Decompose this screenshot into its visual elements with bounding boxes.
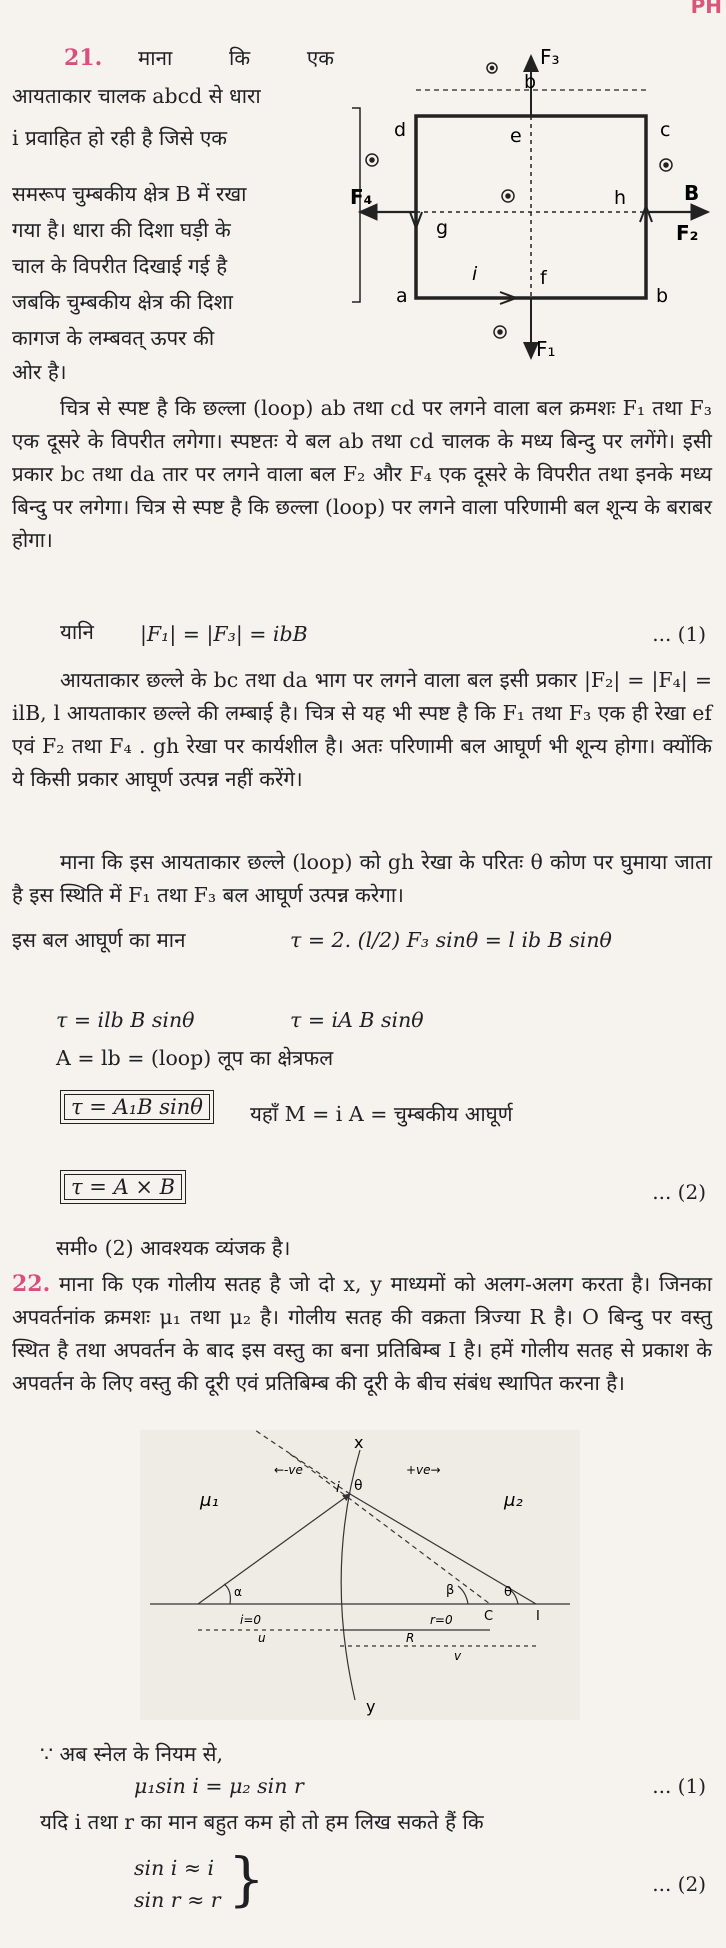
q21-number: 21. [64, 45, 103, 71]
label-F4: F₄ [350, 185, 373, 209]
refraction-diagram [140, 1430, 580, 1720]
label-u: u [258, 1631, 266, 1645]
boxed-eq-2: τ = A × B [60, 1170, 186, 1204]
small-angle-line: यदि i तथा r का मान बहुत कम हो तो हम लिख सकते हैं कि [40, 1810, 484, 1834]
label-i: i [336, 1480, 340, 1496]
q22-para [12, 1268, 712, 1400]
eq1-number: ... (1) [652, 622, 706, 646]
label-i: i [472, 263, 478, 285]
label-C: C [484, 1609, 494, 1624]
box1-note: यहाँ M = i A = चुम्बकीय आघूर्ण [250, 1102, 513, 1126]
label-R: R [406, 1631, 415, 1645]
q21-line-4: समरूप चुम्बकीय क्षेत्र B में रखा [12, 182, 247, 206]
q21-line-3: i प्रवाहित हो रही है जिसे एक [12, 126, 228, 150]
q21-para-3: माना कि इस आयताकार छल्ले (loop) को gh रेखा के परितः θ कोण पर घुमाया जाता है इस स्थिति में F₁ तथा F₃ बल आघूर्ण उत्पन्न करेगा। [12, 850, 712, 907]
label-F3: F₃ [540, 45, 560, 69]
q22-para-text: माना कि एक गोलीय सतह है जो दो x, y माध्यमों को अलग-अलग करता है। जिनका अपवर्तनांक क्रमशः μ₁ तथा μ₂ है। गोलीय सतह की वक्रता त्रिज्या R है। O बिन्दु पर वस्तु स्थित है तथा अपवर्तन के बाद इस वस्तु का बना प्रतिबिम्ब I है। हमें गोलीय सतह से प्रकाश के अपवर्तन के लिए वस्तु की दूरी एवं प्रतिबिम्ब की दूरी के बीच संबंध स्थापित करना है। [12, 1272, 712, 1395]
approx-brace: } [228, 1845, 265, 1913]
label-b-top: b [524, 71, 537, 93]
eq1: |F₁| = |F₃| = ibB [140, 622, 308, 646]
label-a: a [396, 285, 408, 307]
q21-line-6: चाल के विपरीत दिखाई गई है [12, 254, 228, 278]
eq1-label: यानि [60, 620, 94, 644]
label-f: f [540, 267, 547, 289]
approx-1: sin i ≈ i [134, 1856, 215, 1880]
torque-label: इस बल आघूर्ण का मान [12, 928, 186, 952]
label-e: e [510, 125, 522, 147]
eq2-number: ... (2) [652, 1180, 706, 1204]
q21-line-2: आयताकार चालक abcd से धारा [12, 84, 261, 108]
label-alpha: α [234, 1585, 242, 1599]
label-I: I [536, 1609, 540, 1624]
label-F2: F₂ [676, 221, 699, 245]
snell-intro: ∵ अब स्नेल के नियम से, [40, 1742, 224, 1766]
label-mu2: μ₂ [504, 1490, 523, 1511]
snell-eq-number: ... (1) [652, 1774, 706, 1798]
label-c: c [660, 119, 671, 141]
eq-a: τ = ilb B sinθ [56, 1008, 195, 1032]
label-b: b [656, 285, 669, 307]
label-d: d [394, 119, 407, 141]
page-corner-label: PH [690, 0, 722, 18]
label-beta: β [446, 1583, 455, 1598]
area-line: A = lb = (loop) लूप का क्षेत्रफल [56, 1046, 334, 1070]
label-x: x [354, 1433, 364, 1452]
label-mu1: μ₁ [200, 1490, 219, 1511]
approx-number: ... (2) [652, 1872, 706, 1896]
snell-eq: μ₁sin i = μ₂ sin r [134, 1774, 304, 1798]
eq-b: τ = iA B sinθ [290, 1008, 424, 1032]
label-h: h [614, 187, 627, 209]
q21-line-1: माना कि एक [138, 46, 334, 70]
label-v: v [454, 1649, 462, 1663]
label-g: g [436, 217, 449, 239]
label-B: B [684, 181, 700, 205]
torque-eq: τ = 2. (l/2) F₃ sinθ = l ib B sinθ [290, 928, 612, 952]
q21-para-1: चित्र से स्पष्ट है कि छल्ला (loop) ab तथा cd पर लगने वाला बल क्रमशः F₁ तथा F₃ एक दूसरे के विपरीत लगेगा। स्पष्टतः ये बल ab तथा cd चालक के मध्य बिन्दु पर लगेंगे। इसी प्रकार bc तथा da तार पर लगने वाला बल F₂ और F₄ एक दूसरे के विपरीत तथा इनके मध्य बिन्दु पर लगेगा। चित्र से स्पष्ट है कि छल्ला (loop) पर लगने वाला परिणामी बल शून्य के बराबर होगा। [12, 396, 712, 552]
q21-line-5: गया है। धारा की दिशा घड़ी के [12, 218, 231, 242]
q21-line-7: जबकि चुम्बकीय क्षेत्र की दिशा [12, 290, 233, 314]
label-y: y [366, 1697, 376, 1716]
approx-2: sin r ≈ r [134, 1888, 221, 1912]
q21-line-9: ओर है। [12, 360, 67, 384]
label-gamma: θ [504, 1585, 512, 1600]
q22-number: 22. [12, 1271, 51, 1297]
label-r0: r=0 [430, 1613, 453, 1627]
boxed-eq-1: τ = A₁B sinθ [60, 1090, 214, 1124]
label-F1: F₁ [536, 337, 556, 361]
q21-line-8: कागज के लम्बवत् ऊपर की [12, 326, 215, 350]
q21-conclusion: समी० (2) आवश्यक व्यंजक है। [56, 1236, 291, 1260]
label-neg-ve: ←-ve [274, 1463, 303, 1477]
label-i0: i=0 [240, 1613, 262, 1627]
label-theta: θ [354, 1478, 363, 1494]
rectangular-loop-diagram [340, 40, 726, 380]
q21-para-2: आयताकार छल्ले के bc तथा da भाग पर लगने वाला बल इसी प्रकार |F₂| = |F₄| = ilB, l आयताकार छल्ले की लम्बाई है। चित्र से यह भी स्पष्ट है कि F₁ तथा F₃ एक ही रेखा ef एवं F₂ तथा F₄ . gh रेखा पर कार्यशील है। अतः परिणामी बल आघूर्ण भी शून्य होगा। क्योंकि ये किसी प्रकार आघूर्ण उत्पन्न नहीं करेंगे। [12, 668, 712, 791]
label-pos-ve: +ve→ [406, 1463, 441, 1477]
